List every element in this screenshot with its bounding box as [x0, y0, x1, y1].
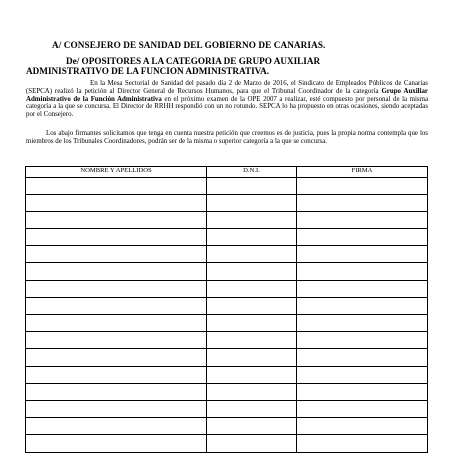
request-paragraph: [26, 80, 428, 119]
name-cell: [26, 383, 207, 400]
column-header-signature: FIRMA: [297, 167, 428, 178]
name-cell: [26, 400, 207, 417]
signature-cell: [297, 435, 428, 452]
name-cell: [26, 211, 207, 228]
table-row: [26, 383, 428, 400]
name-cell: [26, 177, 207, 194]
signature-cell: [297, 418, 428, 435]
table-row: [26, 194, 428, 211]
signature-cell: [297, 263, 428, 280]
addressee-heading: A/ CONSEJERO DE SANIDAD DEL GOBIERNO DE CANARIAS.: [52, 40, 326, 50]
dni-cell: [207, 194, 297, 211]
name-cell: [26, 332, 207, 349]
dni-cell: [207, 246, 297, 263]
table-row: [26, 400, 428, 417]
signature-cell: [297, 332, 428, 349]
signature-cell: [297, 366, 428, 383]
table-row: [26, 332, 428, 349]
dni-cell: [207, 349, 297, 366]
signature-cell: [297, 177, 428, 194]
request-paragraph-category: Grupo Auxiliar Administrativo de la Función Administrativa: [26, 87, 428, 103]
dni-cell: [207, 297, 297, 314]
signature-table: [25, 166, 428, 453]
signature-cell: [297, 383, 428, 400]
name-cell: [26, 229, 207, 246]
dni-cell: [207, 177, 297, 194]
table-row: [26, 366, 428, 383]
table-row: [26, 435, 428, 452]
name-cell: [26, 435, 207, 452]
name-cell: [26, 194, 207, 211]
request-paragraph-text-b: en el próximo examen de la OPE 2007 a realizar, esté compuesto por personal de la misma categoría a la que se concursa. El Director de RRHH respondió con un no rotundo. SEPCA lo ha propuesto en otras ocasiones, siendo aceptadas por el Consejero.: [26, 95, 428, 119]
dni-cell: [207, 435, 297, 452]
signature-cell: [297, 297, 428, 314]
petition-paragraph: Los abajo firmantes solicitamos que tenga en cuenta nuestra petición que creemos es de justicia, pues la propia norma contempla que los miembros de los Tribunales Coordinadores, podrán ser de la misma o superior categoría a la que se concursa.: [26, 130, 428, 145]
signature-cell: [297, 349, 428, 366]
signature-cell: [297, 211, 428, 228]
table-row: [26, 263, 428, 280]
name-cell: [26, 263, 207, 280]
sender-heading-line1: De/ OPOSITORES A LA CATEGORIA DE GRUPO AUXILIAR: [66, 56, 321, 66]
signature-cell: [297, 400, 428, 417]
dni-cell: [207, 400, 297, 417]
dni-cell: [207, 383, 297, 400]
column-header-name: NOMBRE Y APELLIDOS: [26, 167, 207, 178]
name-cell: [26, 315, 207, 332]
dni-cell: [207, 280, 297, 297]
signature-table-body: [26, 177, 428, 452]
table-row: [26, 229, 428, 246]
signature-cell: [297, 246, 428, 263]
dni-cell: [207, 332, 297, 349]
table-row: [26, 280, 428, 297]
signature-cell: [297, 315, 428, 332]
dni-cell: [207, 315, 297, 332]
name-cell: [26, 280, 207, 297]
name-cell: [26, 297, 207, 314]
table-row: [26, 315, 428, 332]
dni-cell: [207, 263, 297, 280]
signature-cell: [297, 280, 428, 297]
name-cell: [26, 349, 207, 366]
dni-cell: [207, 418, 297, 435]
name-cell: [26, 246, 207, 263]
dni-cell: [207, 211, 297, 228]
signature-cell: [297, 194, 428, 211]
table-row: [26, 211, 428, 228]
sender-heading: [26, 56, 426, 76]
request-paragraph-text-a: En la Mesa Sectorial de Sanidad del pasado día 2 de Marzo de 2016, el Sindicato de Empleados Públicos de Canarias (SEPCA) realizó la petición al Director General de Recursos Humanos, para que el Tribunal Coordinador de la categoría: [26, 80, 428, 95]
name-cell: [26, 366, 207, 383]
column-header-dni: D.N.I.: [207, 167, 297, 178]
signature-table-header: [26, 167, 428, 178]
signature-cell: [297, 229, 428, 246]
table-row: [26, 177, 428, 194]
table-row: [26, 418, 428, 435]
table-row: [26, 246, 428, 263]
table-row: [26, 297, 428, 314]
dni-cell: [207, 366, 297, 383]
name-cell: [26, 418, 207, 435]
sender-heading-line2: ADMINISTRATIVO DE LA FUNCION ADMINISTRATIVA.: [26, 66, 270, 76]
table-row: [26, 349, 428, 366]
dni-cell: [207, 229, 297, 246]
